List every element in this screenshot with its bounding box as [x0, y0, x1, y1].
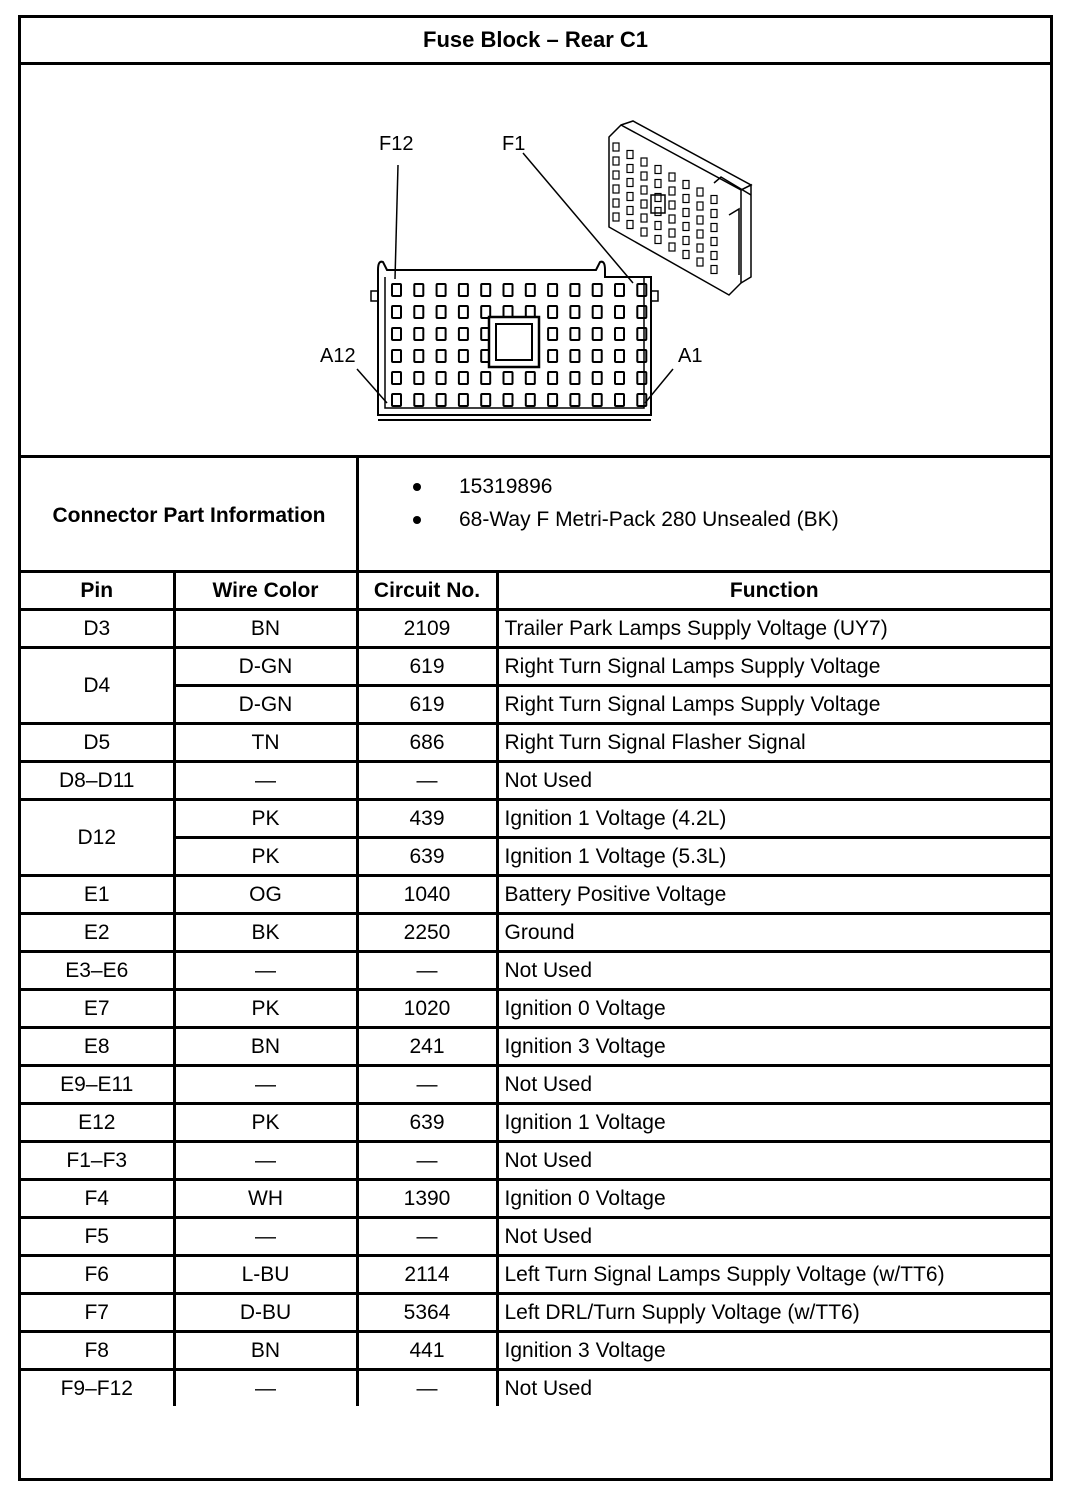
cavity [655, 166, 661, 174]
cavity [655, 222, 661, 230]
cavity [669, 243, 675, 251]
cavity [392, 284, 401, 296]
cavity [627, 221, 633, 229]
function-cell: Not Used [497, 762, 1050, 800]
cavity [697, 244, 703, 252]
circuit-cell: — [357, 952, 497, 990]
cavity [711, 238, 717, 246]
wire-color-cell: TN [174, 724, 357, 762]
cavity [570, 372, 579, 384]
cavity [392, 306, 401, 318]
part-number-item [413, 470, 839, 503]
wire-color-cell: OG [174, 876, 357, 914]
cavity [570, 284, 579, 296]
function-cell: Ground [497, 914, 1050, 952]
cavity [526, 372, 535, 384]
pin-cell: F8 [21, 1332, 174, 1370]
table-row [21, 1104, 1050, 1142]
cavity [669, 173, 675, 181]
pin-cell: E1 [21, 876, 174, 914]
function-cell: Ignition 3 Voltage [497, 1028, 1050, 1066]
pin-cell: D3 [21, 610, 174, 648]
connector-isometric-view [609, 121, 751, 295]
cavity [613, 171, 619, 179]
function-cell: Right Turn Signal Lamps Supply Voltage [497, 648, 1050, 686]
cavity [392, 328, 401, 340]
cavity [593, 372, 602, 384]
header-pin: Pin [21, 573, 174, 610]
header-circuit-no: Circuit No. [357, 573, 497, 610]
wire-color-cell: D-BU [174, 1294, 357, 1332]
wire-color-cell: BN [174, 1028, 357, 1066]
cavity [683, 237, 689, 245]
pin-cell: F7 [21, 1294, 174, 1332]
pin-cell: E8 [21, 1028, 174, 1066]
cavity [615, 350, 624, 362]
cavity [459, 350, 468, 362]
cavity [669, 215, 675, 223]
cavity [655, 208, 661, 216]
table-row [21, 1142, 1050, 1180]
circuit-cell: 1390 [357, 1180, 497, 1218]
cavity [414, 284, 423, 296]
table-row [21, 686, 1050, 724]
cavity [459, 328, 468, 340]
pin-cell: D12 [21, 800, 174, 876]
cavity [593, 284, 602, 296]
cavity [697, 202, 703, 210]
cavity [637, 394, 646, 406]
header-wire-color: Wire Color [174, 573, 357, 610]
pin-cell: D8–D11 [21, 762, 174, 800]
cavity [615, 372, 624, 384]
function-cell: Left Turn Signal Lamps Supply Voltage (w/TT6) [497, 1256, 1050, 1294]
wire-color-cell: — [174, 1370, 357, 1407]
cavity [627, 151, 633, 159]
pin-cell: D4 [21, 648, 174, 724]
connector-part-info-label: Connector Part Information [52, 503, 326, 527]
cavity [414, 372, 423, 384]
cavity [683, 209, 689, 217]
pin-cell: F5 [21, 1218, 174, 1256]
cavity [613, 143, 619, 151]
cavity [641, 172, 647, 180]
wire-color-cell: PK [174, 838, 357, 876]
cavity [655, 236, 661, 244]
table-row [21, 876, 1050, 914]
connector-part-info-list [413, 470, 839, 536]
cavity [481, 372, 490, 384]
wire-color-cell: WH [174, 1180, 357, 1218]
wire-color-cell: — [174, 1218, 357, 1256]
function-cell: Not Used [497, 1370, 1050, 1407]
wire-color-cell: BN [174, 1332, 357, 1370]
cavity [414, 394, 423, 406]
table-row [21, 1066, 1050, 1104]
circuit-cell: 241 [357, 1028, 497, 1066]
circuit-cell: 1020 [357, 990, 497, 1028]
cavity [392, 372, 401, 384]
cavity [526, 284, 535, 296]
circuit-cell: 1040 [357, 876, 497, 914]
function-cell: Ignition 0 Voltage [497, 1180, 1050, 1218]
table-header-row [21, 573, 1050, 610]
cavity [655, 180, 661, 188]
cavity [627, 165, 633, 173]
table-row [21, 648, 1050, 686]
cavity [548, 372, 557, 384]
wire-color-cell: D-GN [174, 648, 357, 686]
circuit-cell: — [357, 1066, 497, 1104]
pin-cell: F9–F12 [21, 1370, 174, 1407]
cavity [613, 199, 619, 207]
cavity [593, 394, 602, 406]
wire-color-cell: PK [174, 800, 357, 838]
cavity [570, 306, 579, 318]
cavity [615, 328, 624, 340]
table-row [21, 724, 1050, 762]
cavity [459, 306, 468, 318]
cavity [613, 185, 619, 193]
cavity [570, 394, 579, 406]
cavity [593, 328, 602, 340]
bullet-icon [413, 483, 421, 491]
cavity [481, 394, 490, 406]
connector-diagram [21, 65, 1050, 455]
cavity [683, 223, 689, 231]
circuit-cell: 639 [357, 838, 497, 876]
cavity [627, 207, 633, 215]
cavity [683, 195, 689, 203]
wire-color-cell: — [174, 1066, 357, 1104]
cavity [437, 306, 446, 318]
cavity [683, 181, 689, 189]
wire-color-cell: BK [174, 914, 357, 952]
cavity [641, 186, 647, 194]
circuit-cell: 686 [357, 724, 497, 762]
cavity [504, 284, 513, 296]
table-row [21, 990, 1050, 1028]
table-row [21, 1218, 1050, 1256]
circuit-cell: 2114 [357, 1256, 497, 1294]
cavity [437, 284, 446, 296]
pin-cell: E2 [21, 914, 174, 952]
cavity [548, 284, 557, 296]
cavity [711, 196, 717, 204]
cavity [548, 328, 557, 340]
cavity [669, 229, 675, 237]
function-cell: Right Turn Signal Lamps Supply Voltage [497, 686, 1050, 724]
cavity [627, 193, 633, 201]
cavity [392, 350, 401, 362]
circuit-cell: 2250 [357, 914, 497, 952]
part-number: 15319896 [459, 475, 553, 498]
cavity [641, 228, 647, 236]
cavity [459, 372, 468, 384]
table-row [21, 1332, 1050, 1370]
table-row [21, 952, 1050, 990]
function-cell: Battery Positive Voltage [497, 876, 1050, 914]
circuit-cell: 441 [357, 1332, 497, 1370]
cavity [669, 187, 675, 195]
function-cell: Ignition 0 Voltage [497, 990, 1050, 1028]
pin-table [21, 573, 1050, 1406]
cavity [504, 394, 513, 406]
function-cell: Ignition 3 Voltage [497, 1332, 1050, 1370]
table-row [21, 914, 1050, 952]
cavity [637, 350, 646, 362]
wire-color-cell: PK [174, 1104, 357, 1142]
cavity [548, 306, 557, 318]
circuit-cell: 639 [357, 1104, 497, 1142]
document-title: Fuse Block – Rear C1 [423, 27, 648, 52]
circuit-cell: — [357, 762, 497, 800]
wire-color-cell: PK [174, 990, 357, 1028]
label-a1: A1 [678, 345, 703, 367]
cavity [615, 284, 624, 296]
connector-type-item [413, 503, 839, 536]
function-cell: Not Used [497, 1142, 1050, 1180]
cavity [570, 350, 579, 362]
function-cell: Ignition 1 Voltage [497, 1104, 1050, 1142]
cavity [414, 350, 423, 362]
cavity [641, 214, 647, 222]
table-row [21, 1256, 1050, 1294]
cavity [504, 372, 513, 384]
cavity [459, 394, 468, 406]
pin-cell: E12 [21, 1104, 174, 1142]
cavity [615, 394, 624, 406]
circuit-cell: 2109 [357, 610, 497, 648]
cavity [637, 328, 646, 340]
function-cell: Ignition 1 Voltage (4.2L) [497, 800, 1050, 838]
cavity [711, 252, 717, 260]
cavity [697, 216, 703, 224]
connector-face-view [357, 153, 673, 420]
circuit-cell: — [357, 1370, 497, 1407]
function-cell: Trailer Park Lamps Supply Voltage (UY7) [497, 610, 1050, 648]
cavity [613, 213, 619, 221]
circuit-cell: — [357, 1142, 497, 1180]
circuit-cell: — [357, 1218, 497, 1256]
function-cell: Ignition 1 Voltage (5.3L) [497, 838, 1050, 876]
circuit-cell: 619 [357, 648, 497, 686]
pin-cell: F1–F3 [21, 1142, 174, 1180]
cavity [593, 350, 602, 362]
table-row [21, 1370, 1050, 1407]
header-function: Function [497, 573, 1050, 610]
cavity [669, 201, 675, 209]
cavity [637, 306, 646, 318]
cavity [526, 394, 535, 406]
table-row [21, 1294, 1050, 1332]
wire-color-cell: — [174, 952, 357, 990]
pin-cell: F4 [21, 1180, 174, 1218]
wire-color-cell: — [174, 762, 357, 800]
function-cell: Left DRL/Turn Supply Voltage (w/TT6) [497, 1294, 1050, 1332]
cavity [414, 306, 423, 318]
cavity [711, 210, 717, 218]
cavity [711, 224, 717, 232]
cavity [711, 266, 717, 274]
pin-cell: E3–E6 [21, 952, 174, 990]
cavity [437, 328, 446, 340]
cavity [697, 188, 703, 196]
circuit-cell: 619 [357, 686, 497, 724]
cavity [392, 394, 401, 406]
cavity [641, 158, 647, 166]
cavity [627, 179, 633, 187]
table-row [21, 838, 1050, 876]
cavity [548, 350, 557, 362]
cavity [613, 157, 619, 165]
bullet-icon [413, 516, 421, 524]
function-cell: Not Used [497, 1066, 1050, 1104]
fuse-block-document [18, 15, 1053, 1481]
table-row [21, 800, 1050, 838]
pin-cell: E7 [21, 990, 174, 1028]
cavity [697, 258, 703, 266]
circuit-cell: 5364 [357, 1294, 497, 1332]
pin-cell: E9–E11 [21, 1066, 174, 1104]
wire-color-cell: BN [174, 610, 357, 648]
cavity [437, 372, 446, 384]
wire-color-cell: L-BU [174, 1256, 357, 1294]
table-row [21, 762, 1050, 800]
wire-color-cell: — [174, 1142, 357, 1180]
cavity [437, 394, 446, 406]
table-row [21, 610, 1050, 648]
connector-type: 68-Way F Metri-Pack 280 Unsealed (BK) [459, 508, 839, 531]
circuit-cell: 439 [357, 800, 497, 838]
pin-cell: D5 [21, 724, 174, 762]
cavity [570, 328, 579, 340]
label-f12: F12 [379, 133, 414, 155]
function-cell: Right Turn Signal Flasher Signal [497, 724, 1050, 762]
table-row [21, 1028, 1050, 1066]
cavity [683, 251, 689, 259]
cavity [548, 394, 557, 406]
cavity [593, 306, 602, 318]
cavity [437, 350, 446, 362]
cavity [641, 200, 647, 208]
pin-cell: F6 [21, 1256, 174, 1294]
label-a12: A12 [320, 345, 356, 367]
label-f1: F1 [502, 133, 526, 155]
table-row [21, 1180, 1050, 1218]
cavity [637, 284, 646, 296]
function-cell: Not Used [497, 1218, 1050, 1256]
cavity [615, 306, 624, 318]
wire-color-cell: D-GN [174, 686, 357, 724]
cavity [697, 230, 703, 238]
cavity [459, 284, 468, 296]
cavity [481, 284, 490, 296]
cavity [414, 328, 423, 340]
cavity [637, 372, 646, 384]
function-cell: Not Used [497, 952, 1050, 990]
